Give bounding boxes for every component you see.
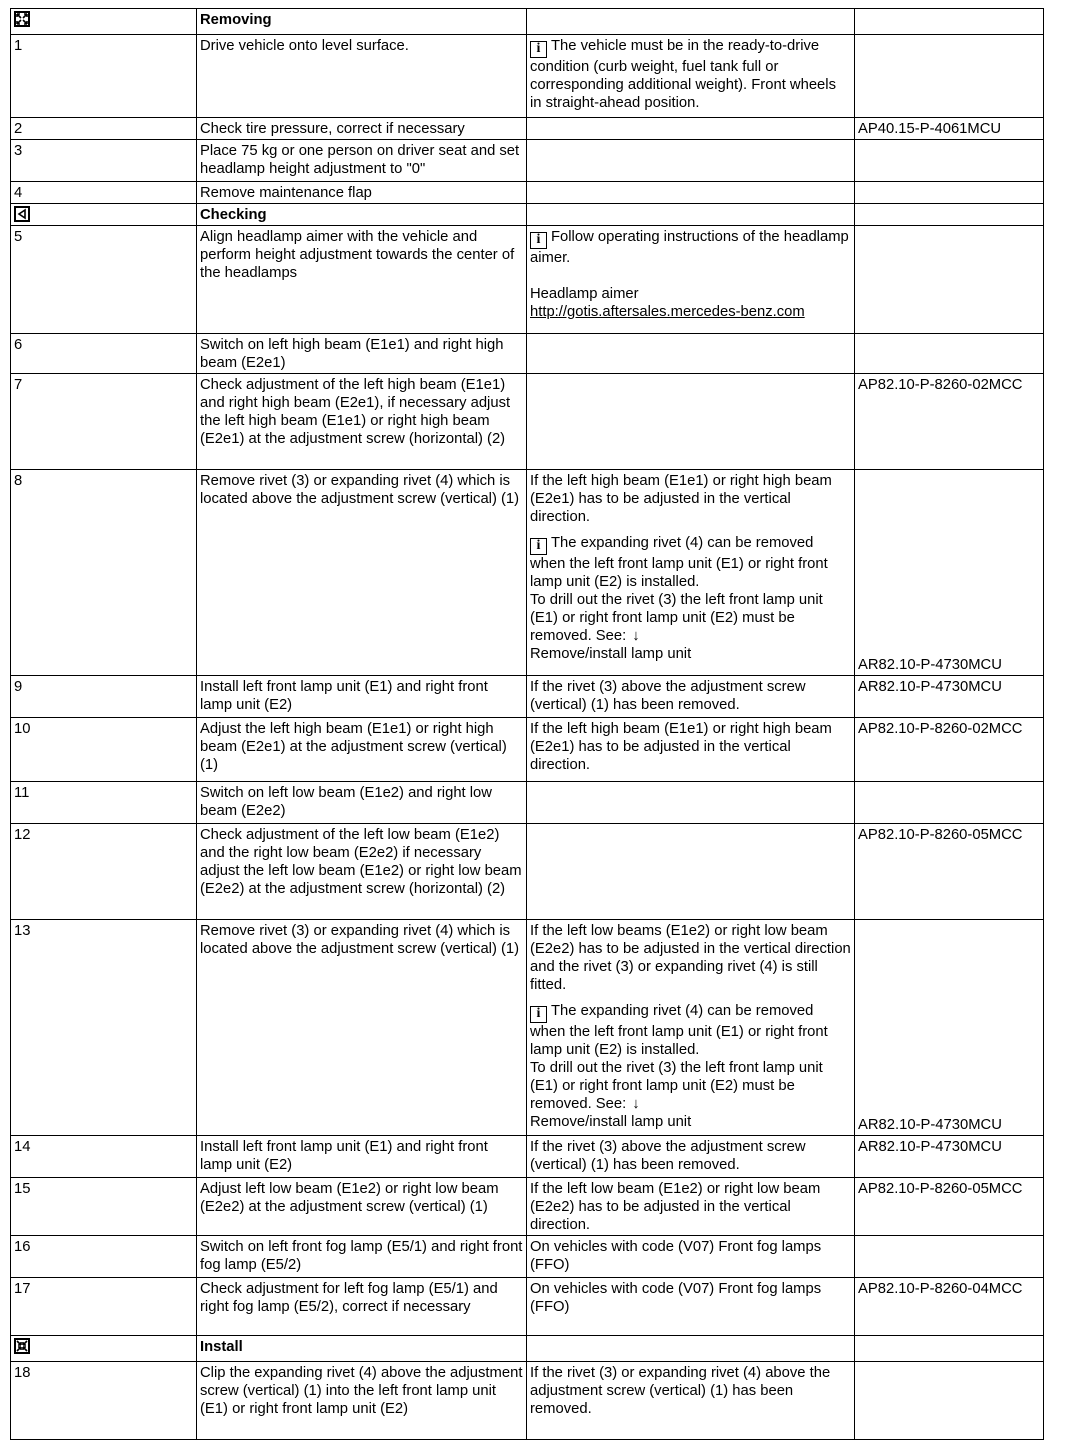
- step-number: [11, 374, 197, 470]
- step-notes: [527, 920, 855, 1136]
- step-row: [11, 782, 1044, 824]
- step-number-text: 17: [14, 1281, 31, 1297]
- step-number-text: 9: [14, 679, 23, 695]
- step-number-text: 4: [14, 185, 23, 201]
- section-title: Install: [200, 1339, 243, 1355]
- down-arrow-icon[interactable]: ↓: [632, 628, 640, 644]
- section-icon-cell: [11, 1336, 197, 1362]
- note: [530, 37, 851, 112]
- step-instruction-text: Check adjustment of the left high beam (E1e1) and right high beam (E2e1), if necessary adjust the left high beam (E1e1) or right high beam (E2e1) at the adjustment screw (horizontal) (2): [200, 377, 511, 447]
- step-number: [11, 676, 197, 718]
- note-text: The expanding rivet (4) can be removed when the left front lamp unit (E1) or right front lamp unit (E2) is installed.: [530, 535, 828, 590]
- step-row: [11, 226, 1044, 334]
- step-notes: [527, 226, 855, 334]
- step-number: [11, 1362, 197, 1440]
- note-text: On vehicles with code (V07) Front fog lamps (FFO): [530, 1239, 822, 1273]
- step-number: [11, 226, 197, 334]
- step-number-text: 3: [14, 143, 23, 159]
- step-instruction-text: Install left front lamp unit (E1) and right front lamp unit (E2): [200, 679, 488, 713]
- reference-code[interactable]: AP82.10-P-8260-04MCC: [858, 1281, 1023, 1297]
- note-text: If the left high beam (E1e1) or right high beam (E2e1) has to be adjusted in the vertical direction.: [530, 473, 832, 525]
- reference-code[interactable]: AP40.15-P-4061MCU: [858, 121, 1002, 137]
- note-text: The vehicle must be in the ready-to-drive condition (curb weight, fuel tank full or corresponding additional weight). Front wheels in straight-ahead position.: [530, 38, 836, 111]
- step-notes: [527, 1278, 855, 1336]
- removing-icon: [14, 11, 30, 27]
- step-number-text: 10: [14, 721, 31, 737]
- step-instruction-text: Switch on left front fog lamp (E5/1) and right front fog lamp (E5/2): [200, 1239, 523, 1273]
- note: [530, 645, 851, 663]
- note: [530, 1002, 851, 1059]
- step-reference: [855, 676, 1044, 718]
- step-instruction: [197, 182, 527, 204]
- step-number: [11, 824, 197, 920]
- step-reference: [855, 35, 1044, 118]
- reference-code[interactable]: AR82.10-P-4730MCU: [858, 657, 1002, 673]
- step-instruction: [197, 676, 527, 718]
- step-notes: [527, 718, 855, 782]
- note: [530, 1238, 851, 1274]
- install-icon: [14, 1338, 30, 1354]
- step-row: [11, 470, 1044, 676]
- step-instruction-text: Drive vehicle onto level surface.: [200, 38, 409, 54]
- step-instruction: [197, 374, 527, 470]
- note-text: To drill out the rivet (3) the left front lamp unit (E1) or right front lamp unit (E2) must be removed. See:: [530, 1060, 823, 1112]
- step-number: [11, 1136, 197, 1178]
- step-reference: [855, 1178, 1044, 1236]
- step-notes: [527, 1362, 855, 1440]
- step-number: [11, 118, 197, 140]
- step-instruction: [197, 334, 527, 374]
- note-text: Follow operating instructions of the headlamp aimer.: [530, 229, 849, 266]
- reference-code[interactable]: AP82.10-P-8260-02MCC: [858, 721, 1023, 737]
- step-number: [11, 782, 197, 824]
- note-text: If the rivet (3) or expanding rivet (4) above the adjustment screw (vertical) (1) has been removed.: [530, 1365, 831, 1417]
- step-notes: [527, 140, 855, 182]
- step-notes: [527, 824, 855, 920]
- step-instruction: [197, 824, 527, 920]
- section-label: [197, 9, 527, 35]
- step-number-text: 6: [14, 337, 23, 353]
- note: [530, 720, 851, 774]
- info-icon: i: [530, 41, 547, 58]
- step-reference: [855, 140, 1044, 182]
- step-reference: [855, 470, 1044, 676]
- step-instruction-text: Clip the expanding rivet (4) above the adjustment screw (vertical) (1) into the left front lamp unit (E1) or right front lamp unit (E2): [200, 1365, 523, 1417]
- step-instruction-text: Align headlamp aimer with the vehicle and perform height adjustment towards the center of the headlamps: [200, 229, 515, 281]
- step-notes: [527, 1236, 855, 1278]
- step-notes: [527, 374, 855, 470]
- note: [530, 1059, 851, 1113]
- step-number-text: 15: [14, 1181, 31, 1197]
- empty-cell: [527, 1336, 855, 1362]
- step-instruction-text: Switch on left high beam (E1e1) and right high beam (E2e1): [200, 337, 504, 371]
- step-instruction: [197, 140, 527, 182]
- step-row: [11, 140, 1044, 182]
- step-number-text: 13: [14, 923, 31, 939]
- reference-code[interactable]: AR82.10-P-4730MCU: [858, 679, 1002, 695]
- step-notes: [527, 334, 855, 374]
- step-row: [11, 1136, 1044, 1178]
- step-instruction-text: Check adjustment for left fog lamp (E5/1) and right fog lamp (E5/2), correct if necessary: [200, 1281, 498, 1315]
- step-instruction-text: Check tire pressure, correct if necessary: [200, 121, 465, 137]
- step-instruction: [197, 118, 527, 140]
- note-text: The expanding rivet (4) can be removed when the left front lamp unit (E1) or right front lamp unit (E2) is installed.: [530, 1003, 828, 1058]
- section-title: Removing: [200, 12, 272, 28]
- note-text: Headlamp aimer: [530, 286, 639, 302]
- step-reference: [855, 118, 1044, 140]
- step-number-text: 16: [14, 1239, 31, 1255]
- step-reference: [855, 718, 1044, 782]
- step-reference: [855, 824, 1044, 920]
- step-number: [11, 140, 197, 182]
- step-notes: [527, 676, 855, 718]
- section-label: [197, 204, 527, 226]
- step-number: [11, 182, 197, 204]
- step-number: [11, 920, 197, 1136]
- note: [530, 1138, 851, 1174]
- step-row: [11, 1178, 1044, 1236]
- down-arrow-icon[interactable]: ↓: [632, 1096, 640, 1112]
- note: [530, 678, 851, 714]
- note: [530, 285, 851, 303]
- reference-link[interactable]: http://gotis.aftersales.mercedes-benz.com: [530, 304, 805, 320]
- step-number-text: 7: [14, 377, 23, 393]
- step-instruction-text: Remove rivet (3) or expanding rivet (4) which is located above the adjustment screw (vertical) (1): [200, 923, 520, 957]
- step-row: [11, 182, 1044, 204]
- empty-cell: [855, 9, 1044, 35]
- note-text: If the left low beams (E1e2) or right low beam (E2e2) has to be adjusted in the vertical direction and the rivet (3) or expanding rivet (4) is still fitted.: [530, 923, 851, 993]
- checking-icon: [14, 206, 30, 222]
- section-label: [197, 1336, 527, 1362]
- step-instruction: [197, 226, 527, 334]
- step-row: [11, 718, 1044, 782]
- reference-code[interactable]: AP82.10-P-8260-02MCC: [858, 377, 1023, 393]
- step-instruction: [197, 470, 527, 676]
- note: [530, 1280, 851, 1316]
- step-reference: [855, 226, 1044, 334]
- step-instruction-text: Place 75 kg or one person on driver seat and set headlamp height adjustment to "0": [200, 143, 520, 177]
- step-instruction: [197, 1362, 527, 1440]
- step-row: [11, 1278, 1044, 1336]
- step-row: [11, 676, 1044, 718]
- step-instruction-text: Adjust left low beam (E1e2) or right low beam (E2e2) at the adjustment screw (vertical) (1): [200, 1181, 499, 1215]
- step-instruction-text: Install left front lamp unit (E1) and right front lamp unit (E2): [200, 1139, 488, 1173]
- note: [530, 534, 851, 591]
- section-row: [11, 9, 1044, 35]
- step-number-text: 18: [14, 1365, 31, 1381]
- reference-code[interactable]: AP82.10-P-8260-05MCC: [858, 1181, 1023, 1197]
- step-notes: [527, 35, 855, 118]
- step-row: [11, 334, 1044, 374]
- note-text: To drill out the rivet (3) the left front lamp unit (E1) or right front lamp unit (E2) must be removed. See:: [530, 592, 823, 644]
- step-number: [11, 1278, 197, 1336]
- step-reference: [855, 1362, 1044, 1440]
- note-text: Remove/install lamp unit: [530, 1114, 692, 1130]
- procedure-table: [10, 8, 1044, 1440]
- step-reference: [855, 182, 1044, 204]
- step-reference: [855, 1278, 1044, 1336]
- note-text: Remove/install lamp unit: [530, 646, 692, 662]
- empty-cell: [855, 204, 1044, 226]
- section-icon-cell: [11, 204, 197, 226]
- step-number-text: 1: [14, 38, 23, 54]
- reference-code[interactable]: AR82.10-P-4730MCU: [858, 1117, 1002, 1133]
- procedure-table-body: [11, 9, 1044, 1440]
- step-reference: [855, 1136, 1044, 1178]
- step-reference: [855, 920, 1044, 1136]
- step-instruction: [197, 1278, 527, 1336]
- empty-cell: [527, 9, 855, 35]
- step-instruction-text: Check adjustment of the left low beam (E1e2) and the right low beam (E2e2) if necessary adjust the left low beam (E1e2) or right low beam (E2e2) at the adjustment screw (horizontal) (2): [200, 827, 522, 897]
- note: [530, 1113, 851, 1131]
- step-instruction: [197, 718, 527, 782]
- step-row: [11, 1362, 1044, 1440]
- step-instruction: [197, 1136, 527, 1178]
- step-instruction: [197, 920, 527, 1136]
- step-reference: [855, 782, 1044, 824]
- step-number: [11, 334, 197, 374]
- step-reference: [855, 334, 1044, 374]
- step-instruction-text: Remove rivet (3) or expanding rivet (4) which is located above the adjustment screw (vertical) (1): [200, 473, 520, 507]
- note-text: If the rivet (3) above the adjustment screw (vertical) (1) has been removed.: [530, 1139, 806, 1173]
- step-row: [11, 374, 1044, 470]
- info-icon: i: [530, 538, 547, 555]
- step-notes: [527, 118, 855, 140]
- empty-cell: [855, 1336, 1044, 1362]
- step-row: [11, 824, 1044, 920]
- note: [530, 1364, 851, 1418]
- note-text: If the left high beam (E1e1) or right high beam (E2e1) has to be adjusted in the vertical direction.: [530, 721, 832, 773]
- step-number: [11, 35, 197, 118]
- step-number-text: 5: [14, 229, 23, 245]
- step-notes: [527, 782, 855, 824]
- note-text: If the rivet (3) above the adjustment screw (vertical) (1) has been removed.: [530, 679, 806, 713]
- section-title: Checking: [200, 207, 267, 223]
- section-icon-cell: [11, 9, 197, 35]
- step-instruction-text: Switch on left low beam (E1e2) and right low beam (E2e2): [200, 785, 492, 819]
- step-instruction-text: Adjust the left high beam (E1e1) or right high beam (E2e1) at the adjustment screw (vertical) (1): [200, 721, 507, 773]
- note: [530, 303, 851, 321]
- step-instruction: [197, 782, 527, 824]
- section-row: [11, 1336, 1044, 1362]
- note-text: On vehicles with code (V07) Front fog lamps (FFO): [530, 1281, 822, 1315]
- step-number-text: 2: [14, 121, 23, 137]
- step-instruction: [197, 1236, 527, 1278]
- step-number-text: 11: [14, 785, 30, 801]
- step-reference: [855, 1236, 1044, 1278]
- step-instruction: [197, 35, 527, 118]
- step-notes: [527, 1178, 855, 1236]
- step-instruction: [197, 1178, 527, 1236]
- section-row: [11, 204, 1044, 226]
- empty-cell: [527, 204, 855, 226]
- note: [530, 228, 851, 267]
- step-row: [11, 118, 1044, 140]
- step-number: [11, 718, 197, 782]
- step-notes: [527, 1136, 855, 1178]
- step-number-text: 12: [14, 827, 31, 843]
- step-instruction-text: Remove maintenance flap: [200, 185, 372, 201]
- step-number: [11, 1178, 197, 1236]
- info-icon: i: [530, 232, 547, 249]
- step-notes: [527, 470, 855, 676]
- note: [530, 922, 851, 994]
- reference-code[interactable]: AP82.10-P-8260-05MCC: [858, 827, 1023, 843]
- info-icon: i: [530, 1006, 547, 1023]
- step-number-text: 14: [14, 1139, 31, 1155]
- step-reference: [855, 374, 1044, 470]
- step-notes: [527, 182, 855, 204]
- note: [530, 1180, 851, 1234]
- step-number: [11, 470, 197, 676]
- step-row: [11, 35, 1044, 118]
- note: [530, 472, 851, 526]
- step-row: [11, 920, 1044, 1136]
- step-number-text: 8: [14, 473, 23, 489]
- step-row: [11, 1236, 1044, 1278]
- step-number: [11, 1236, 197, 1278]
- note: [530, 591, 851, 645]
- note-text: If the left low beam (E1e2) or right low beam (E2e2) has to be adjusted in the vertical direction.: [530, 1181, 821, 1233]
- reference-code[interactable]: AR82.10-P-4730MCU: [858, 1139, 1002, 1155]
